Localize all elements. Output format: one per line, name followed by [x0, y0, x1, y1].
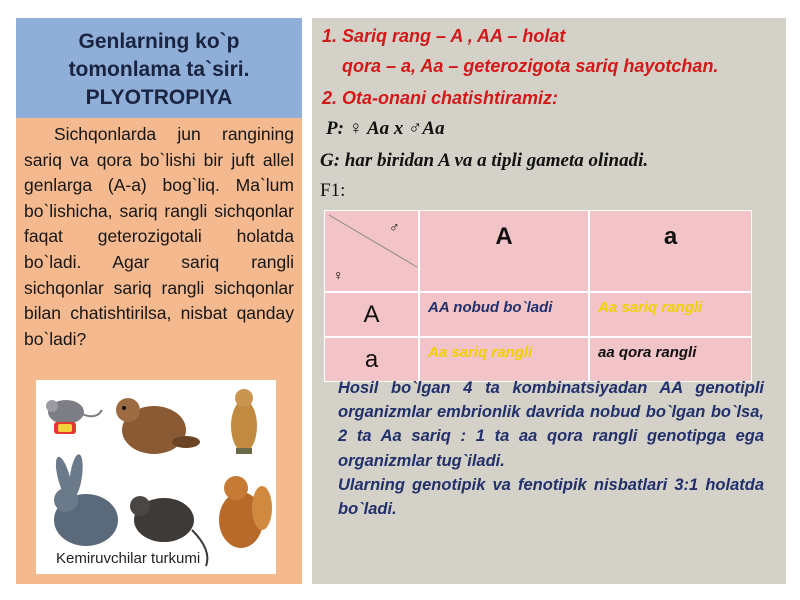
title-line-1: Genlarning ko`p: [78, 30, 240, 53]
cell-Aa-top: Aa sariq rangli: [589, 292, 752, 337]
cell-Aa-bottom: Aa sariq rangli: [419, 337, 589, 382]
solution-panel: [312, 18, 786, 584]
gametes-line: G: har biridan A va a tipli gameta olinadi.: [320, 150, 649, 171]
cell-AA: AA nobud bo`ladi: [419, 292, 589, 337]
female-symbol: ♀: [333, 267, 344, 283]
step-1-line-2: qora – a, Aa – geterozigota sariq hayotchan.: [342, 56, 719, 76]
step-1-line: 1. Sariq rang – A , AA – holat: [322, 26, 566, 46]
title-line-3: PLYOTROPIYA: [85, 86, 233, 109]
rodents-image: [36, 380, 276, 574]
slide-title: [16, 18, 302, 118]
problem-text: Sichqonlarda jun rangining sariq va qora bo`lishi bir juft allel genlarga (A-a) bog`liq. Ma`lum bo`lishicha, sariq rangli sichqonlar faqat geterozigotali holatda bo`ladi. Agar sariq rangli sichqonlar sariq rangli sichqonlar bilan chatishtirilsa, nisbat qanday bo`ladi?: [24, 124, 294, 349]
title-line-2: tomonlama ta`siri.: [68, 58, 250, 81]
parents-line: P: ♀ Aa x ♂Aa: [326, 118, 445, 139]
mouse-figure: [46, 400, 102, 434]
conclusion-paragraph-2: Ularning genotipik va fenotipik nisbatlari 3:1 holatda bo`ladi.: [338, 475, 764, 519]
squirrel-figure: [219, 476, 272, 548]
beaver-figure: [116, 398, 200, 454]
row-header-a: a: [324, 337, 419, 382]
conclusion-paragraph-1: Hosil bo`lgan 4 ta kombinatsiyadan AA genotipli organizmlar embrionlik davrida nobud bo`lgan bo`lsa, 2 ta Aa sariq : 1 ta aa qora rangli genotipga ega organizmlar tug`iladi.: [338, 379, 764, 470]
hare-figure: [53, 453, 118, 546]
punnett-corner: [324, 210, 419, 292]
male-symbol: ♂: [389, 219, 400, 235]
problem-panel: [16, 118, 302, 584]
gopher-figure: [231, 389, 257, 454]
col-header-a: a: [589, 210, 752, 292]
row-header-A: A: [324, 292, 419, 337]
punnett-square: [324, 210, 752, 382]
col-header-A: A: [419, 210, 589, 292]
step-2-line: 2. Ota-onani chatishtiramiz:: [322, 88, 559, 108]
f1-label: F1:: [320, 180, 346, 201]
cell-aa: aa qora rangli: [589, 337, 752, 382]
rodents-illustration: [36, 380, 276, 574]
image-caption: Kemiruvchilar turkumi: [56, 550, 201, 567]
conclusion-text: [338, 376, 764, 521]
